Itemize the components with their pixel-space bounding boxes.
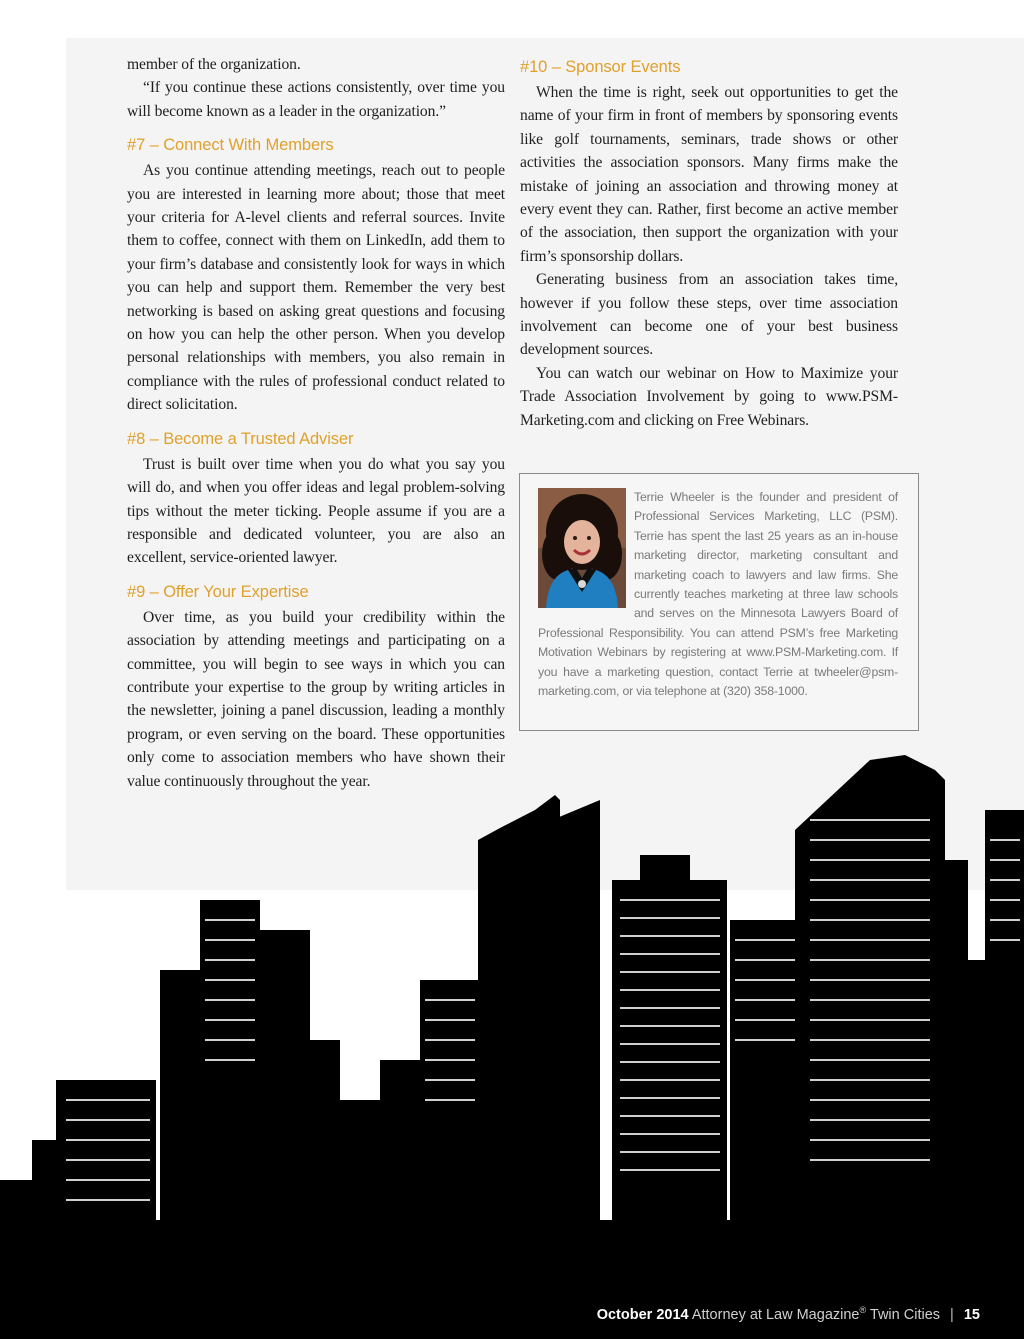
paragraph-offer-expertise: Over time, as you build your credibility within the association by attending meetings and participating on a committee, you will begin to see ways in which you can contribute your expertise to the group by writing articles in the newsletter, joining a panel discussion, leading a monthly program, or even serving on the board. These opportunities only come to association members who have shown their value continuously throughout the year. [127, 608, 505, 790]
author-bio-text: Terrie Wheeler is the founder and president of Professional Services Marketing, LLC (PSM). Terrie has spent the last 25 years as an in-house marketing director, marketing consultant and marketing coach to lawyers and law firms. She currently teaches marketing at three law schools and serves on the Minnesota Lawyers Board of Professional Responsibility. You can attend PSM’s free Marketing Motivation Webinars by registering at www.PSM-Marketing.com. If you have a marketing question, contact Terrie at twheeler@psm-marketing.com, or via telephone at (320) 358-1000. [538, 490, 898, 699]
author-photo [538, 488, 626, 608]
author-portrait-image [538, 488, 626, 608]
right-column [520, 56, 898, 432]
paragraph-continuation: member of the organization. [127, 56, 301, 73]
city-skyline-illustration [0, 740, 1024, 1339]
heading-sponsor-events: #10 – Sponsor Events [520, 58, 681, 76]
heading-connect-with-members: #7 – Connect With Members [127, 136, 334, 155]
footer-registered-mark: ® [859, 1305, 867, 1315]
page-number: 15 [963, 1306, 980, 1323]
left-column [127, 53, 505, 793]
footer-date: October 2014 [596, 1306, 689, 1323]
heading-offer-expertise: #9 – Offer Your Expertise [127, 582, 309, 601]
footer-separator: | [950, 1306, 954, 1323]
page-footer [597, 1305, 980, 1323]
footer-edition: Twin Cities [869, 1306, 941, 1323]
paragraph-quote: “If you continue these actions consistently, over time you will become known as a leader in the organization.” [127, 79, 505, 120]
footer-magazine-title: Attorney at Law Magazine [691, 1306, 860, 1323]
heading-trusted-adviser: #8 – Become a Trusted Adviser [127, 429, 354, 448]
paragraph-generating-business: Generating business from an association takes time, however if you follow these steps, over time association involvement can become one of your best business development sources. [520, 271, 898, 359]
paragraph-connect-with-members: As you continue attending meetings, reach out to people you are interested in learning more about; those that meet your criteria for A-level clients and referral sources. Invite them to coffee, connect with them on LinkedIn, add them to your firm’s database and consistently look for ways in which you can help and support them. Remember the very best networking is based on asking great questions and focusing on how you can help the other person. When you develop personal relationships with members, you also remain in compliance with the rules of professional conduct related to direct solicitation. [127, 162, 505, 414]
paragraph-trusted-adviser: Trust is built over time when you do what you say you will do, and when you offer ideas and legal problem-solving tips without the meter ticking. People assume if you are a responsible and dedicated volunteer, you are also an excellent, service-oriented lawyer. [127, 455, 505, 567]
paragraph-sponsor-events: When the time is right, seek out opportunities to get the name of your firm in front of members by sponsoring events like golf tournaments, seminars, trade shows or other activities the association sponsors. Many firms make the mistake of joining an association and throwing money at every event they can. Rather, first become an active member of the association, then support the organization with your firm’s sponsorship dollars. [520, 84, 898, 265]
paragraph-webinar: You can watch our webinar on How to Maximize your Trade Association Involvement by going to www.PSM-Marketing.com and clicking on Free Webinars. [520, 364, 898, 429]
